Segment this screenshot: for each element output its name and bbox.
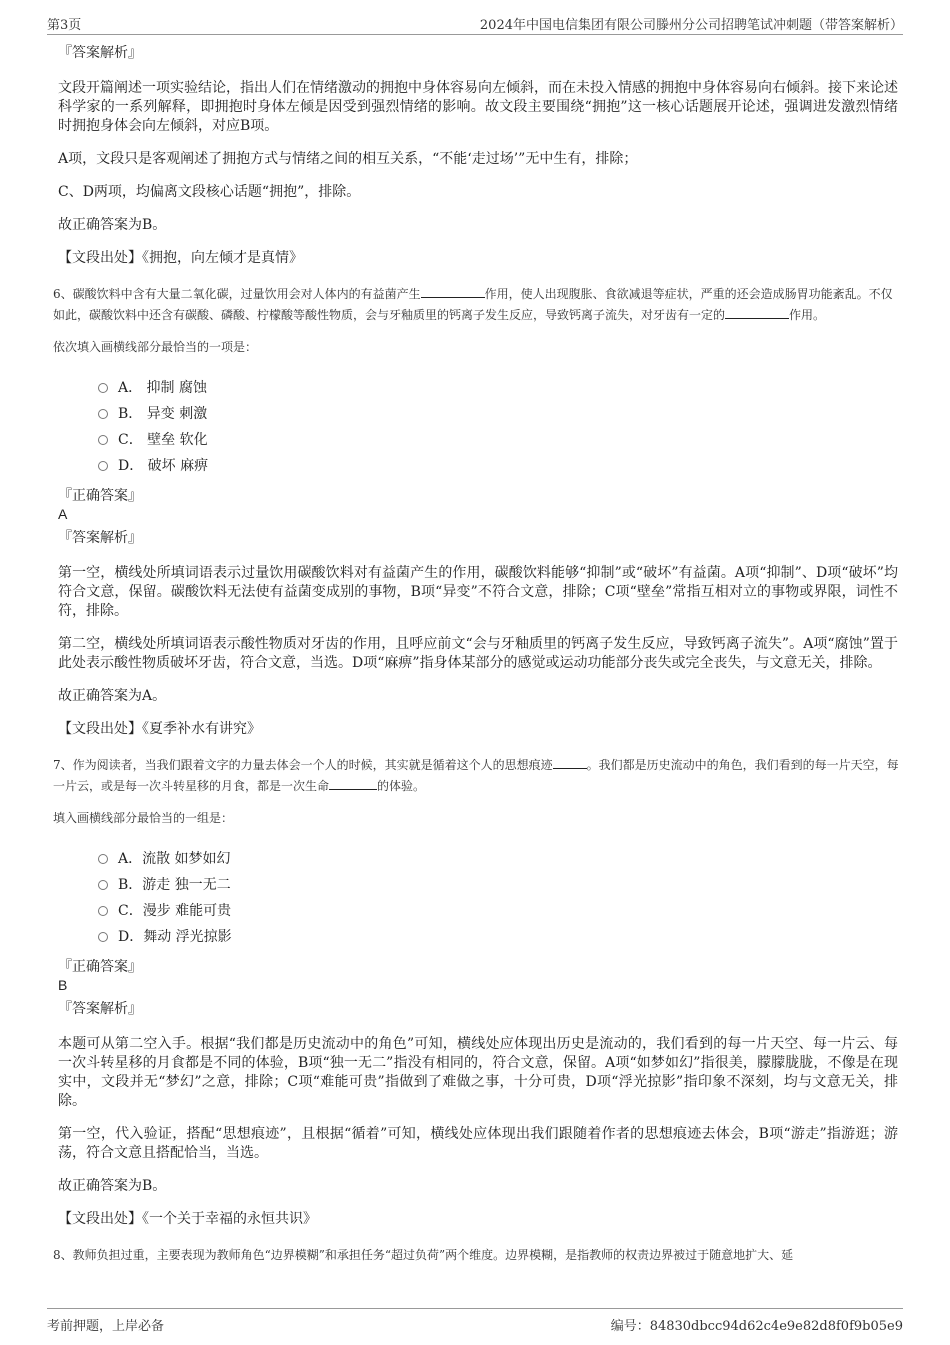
analysis-paragraph: 文段开篇阐述一项实验结论，指出人们在情绪激动的拥抱中身体容易向左倾斜，而在未投入情感的拥抱中身体容易向右倾斜。接下来论述科学家的一系列解释，即拥抱时身体左倾是因受到强烈情绪的影响。故文段主要围绕“拥抱”这一核心话题展开论述，强调进发激烈情绪时拥抱身体会向左倾斜，对应B项。 (58, 80, 898, 134)
blank-line (421, 285, 485, 298)
analysis-label: 『答案解析』 (58, 1001, 142, 1017)
option-d[interactable]: D． 破坏 麻痹 (98, 453, 898, 479)
source-line: 【文段出处】《拥抱，向左倾才是真情》 (58, 250, 303, 266)
footer-slogan: 考前押题，上岸必备 (47, 1319, 165, 1334)
option-c[interactable]: C． 壁垒 软化 (98, 427, 898, 453)
conclusion: 故正确答案为B。 (58, 217, 167, 233)
source-line: 【文段出处】《夏季补水有讲究》 (58, 721, 261, 737)
analysis-paragraph: 第一空，横线处所填词语表示过量饮用碳酸饮料对有益菌产生的作用，碳酸饮料能够“抑制”或“破坏”有益菌。A项“抑制”、D项“破坏”均符合文意，保留。碳酸饮料无法使有益菌变成别的事物，B项“异变”不符合文意，排除；C项“壁垒”常指互相对立的事物或界限，词性不符，排除。 (58, 565, 898, 619)
blank-line (329, 777, 377, 790)
page-number: 第3页 (47, 18, 82, 33)
correct-answer-label: 『正确答案』 (58, 959, 142, 975)
option-b[interactable]: B．游走 独一无二 (98, 872, 898, 898)
document-id: 编号：84830dbcc94d62c4e9e82d8f0f9b05e9 (610, 1319, 903, 1334)
analysis-paragraph: 本题可从第二空入手。根据“我们都是历史流动中的角色”可知，横线处应体现出历史是流动的，我们看到的每一片天空、每一片云、每一次斗转星移的月食都是不同的体验，B项“独一无二”指没有相同的，符合文意，保留。A项“如梦如幻”指很美，朦朦胧胧，不像是在现实中，文段并无“梦幻”之意，排除；C项“难能可贵”指做到了难做之事，十分可贵，D项“浮光掠影”指印象不深刻，均与文意无关，排除。 (58, 1036, 898, 1109)
radio-icon[interactable] (98, 409, 108, 419)
question-prompt: 依次填入画横线部分最恰当的一项是： (53, 340, 258, 354)
radio-icon[interactable] (98, 435, 108, 445)
radio-icon[interactable] (98, 461, 108, 471)
analysis-label: 『答案解析』 (58, 45, 142, 61)
question-8-stem: 8、教师负担过重，主要表现为教师角色“边界模糊”和承担任务“超过负荷”两个维度。边界模糊，是指教师的权责边界被过于随意地扩大、延 (53, 1248, 794, 1262)
radio-icon[interactable] (98, 880, 108, 890)
analysis-paragraph: 第二空，横线处所填词语表示酸性物质对牙齿的作用，且呼应前文“会与牙釉质里的钙离子发生反应，导致钙离子流失”。A项“腐蚀”置于此处表示酸性物质破坏牙齿，符合文意，当选。D项“麻痹”指身体某部分的感觉或运动功能部分丧失或完全丧失，与文意无关，排除。 (58, 636, 898, 671)
conclusion: 故正确答案为B。 (58, 1178, 167, 1194)
analysis-paragraph: 第一空，代入验证，搭配“思想痕迹”，且根据“循着”可知，横线处应体现出我们跟随着作者的思想痕迹去体会，B项“游走”指游逛；游荡，符合文意且搭配恰当，当选。 (58, 1126, 898, 1161)
correct-answer-label: 『正确答案』 (58, 488, 142, 504)
options-list (98, 846, 898, 950)
option-c[interactable]: C．漫步 难能可贵 (98, 898, 898, 924)
question-prompt: 填入画横线部分最恰当的一组是： (53, 811, 234, 825)
radio-icon[interactable] (98, 932, 108, 942)
question-7-stem: 7、作为阅读者，当我们跟着文字的力量去体会一个人的时候，其实就是循着这个人的思想痕迹 。我们都是历史流动中的角色，我们看到的每一片天空，每一片云，或是每一次斗转星移的月食，都是一次生命 的体验。 (53, 758, 899, 793)
blank-line (725, 306, 789, 319)
option-a[interactable]: A．流散 如梦如幻 (98, 846, 898, 872)
correct-answer: B (58, 977, 68, 993)
page-footer (47, 1308, 903, 1339)
question-6-stem: 6、碳酸饮料中含有大量二氧化碳，过量饮用会对人体内的有益菌产生 作用，使人出现腹胀、食欲减退等症状，严重的还会造成肠胃功能紊乱。不仅如此，碳酸饮料中还含有碳酸、磷酸、柠檬酸等酸性物质，会与牙釉质里的钙离子发生反应，导致钙离子流失，对牙齿有一定的 作用。 (53, 287, 893, 322)
document-title: 2024年中国电信集团有限公司滕州分公司招聘笔试冲刺题（带答案解析） (479, 18, 903, 33)
source-line: 【文段出处】《一个关于幸福的永恒共识》 (58, 1211, 317, 1227)
radio-icon[interactable] (98, 906, 108, 916)
blank-line (553, 756, 587, 769)
page-header (47, 12, 903, 35)
correct-answer: A (58, 506, 68, 522)
analysis-paragraph: C、D两项，均偏离文段核心话题“拥抱”，排除。 (58, 184, 361, 200)
analysis-label: 『答案解析』 (58, 530, 142, 546)
conclusion: 故正确答案为A。 (58, 688, 167, 704)
option-d[interactable]: D．舞动 浮光掠影 (98, 924, 898, 950)
option-a[interactable]: A． 抑制 腐蚀 (98, 375, 898, 401)
radio-icon[interactable] (98, 383, 108, 393)
analysis-paragraph: A项，文段只是客观阐述了拥抱方式与情绪之间的相互关系，“不能‘走过场’”无中生有，排除； (58, 151, 638, 167)
page-content (53, 44, 899, 1265)
radio-icon[interactable] (98, 854, 108, 864)
option-b[interactable]: B． 异变 刺激 (98, 401, 898, 427)
options-list (98, 375, 898, 479)
